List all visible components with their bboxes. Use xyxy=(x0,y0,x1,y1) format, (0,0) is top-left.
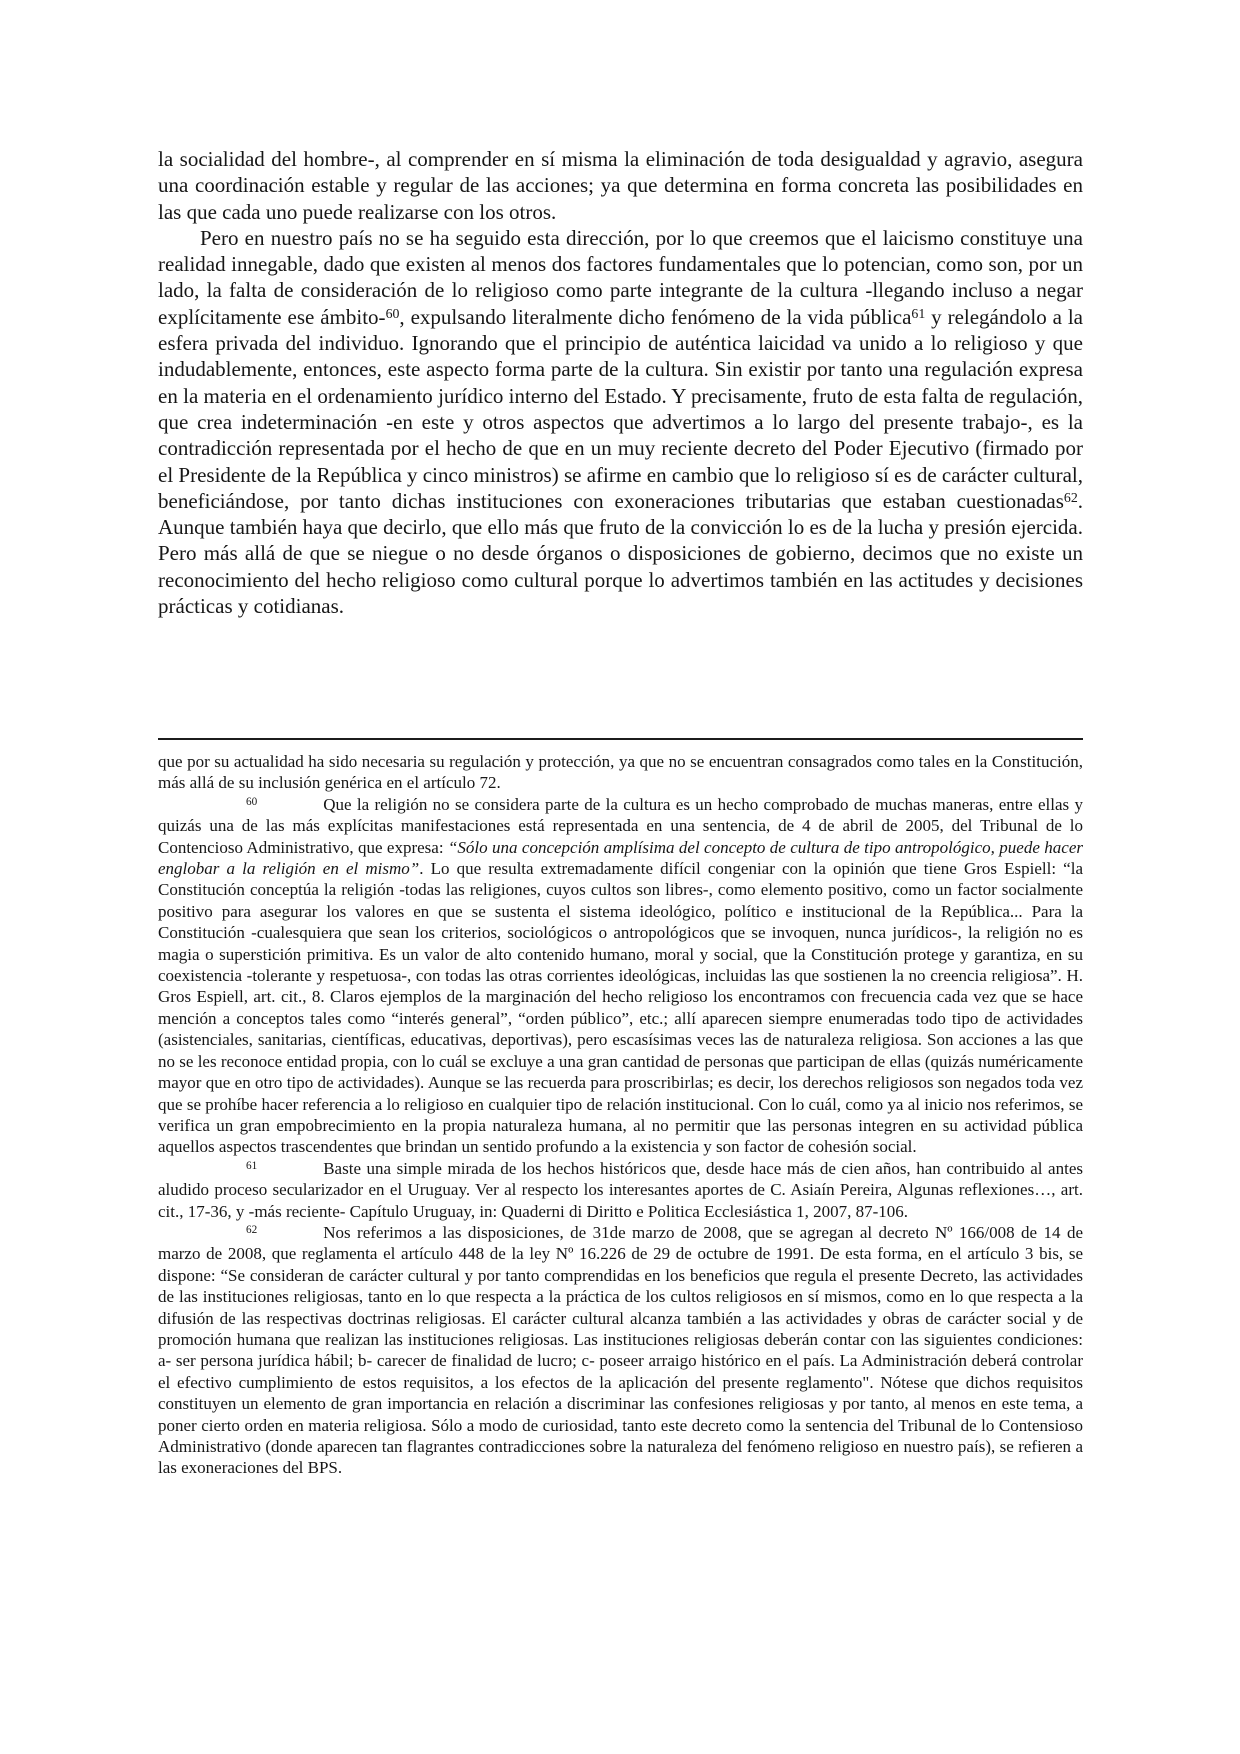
footnote-marker-62: 62 xyxy=(246,1223,258,1236)
text-run: Pero en nuestro país no se ha seguido esta dirección, por lo que creemos que el laicismo constituye una realidad innegable, dado que existen al menos dos factores fundamentales que lo potencian, como son, por un lado, la falta de consideración de lo religioso como parte integrante de la cultura -llegando incluso a negar explícitamente ese ámbito- xyxy=(158,225,1083,329)
footnotes-block xyxy=(158,751,1083,1479)
body-paragraph-2 xyxy=(158,225,1083,619)
footnote-reference-61: 61 xyxy=(911,305,926,321)
footnote-reference-62: 62 xyxy=(1063,489,1078,505)
text-run: , expulsando literalmente dicho fenómeno de la vida pública xyxy=(399,304,912,329)
footnote-indent-spacer xyxy=(158,1237,246,1238)
main-text-block xyxy=(158,146,1083,619)
footnote-61 xyxy=(158,1158,1083,1222)
footnote-indent-spacer xyxy=(158,809,246,810)
body-paragraph-1 xyxy=(158,146,1083,225)
text-run: Que la religión no se considera parte de la cultura es un hecho comprobado de muchas maneras, entre ellas y quizás una de las más explícitas manifestaciones está representada en una sentencia, de 4 de abril de 2005, del Tribunal de lo Contencioso Administrativo, que expresa: xyxy=(158,794,1083,857)
footnote-reference-60: 60 xyxy=(385,305,400,321)
text-run: que por su actualidad ha sido necesaria su regulación y protección, ya que no se encuentran consagrados como tales en la Constitución, más allá de su inclusión genérica en el artículo 72. xyxy=(158,752,1083,793)
footnote-separator-rule xyxy=(158,738,1083,740)
footnote-tab-spacer xyxy=(257,809,323,810)
footnote-marker-60: 60 xyxy=(246,795,258,808)
footnote-indent-spacer xyxy=(158,1173,246,1174)
footnote-tab-spacer xyxy=(257,1237,323,1238)
text-run: . Aunque también haya que decirlo, que ello más que fruto de la convicción lo es de la lucha y presión ejercida. Pero más allá de que se niegue o no desde órganos o disposiciones de gobierno, decimos que no existe un reconocimiento del hecho religioso como cultural porque lo advertimos también en las actitudes y decisiones prácticas y cotidianas. xyxy=(158,488,1083,619)
footnote-marker-61: 61 xyxy=(246,1159,258,1172)
text-run: . Lo que resulta extremadamente difícil congeniar con la opinión que tiene Gros Espiell: “la Constitución conceptúa la religión -todas las religiones, cuyos cultos son libres-, como elemento positivo, como un factor socialmente positivo para asegurar los valores en que se sustenta el sistema ideológico, político e institucional de la República... Para la Constitución -cualesquiera que sean los criterios, sociológicos o antropológicos que se invoquen, nunca jurídicos-, la religión no es magia o superstición primitiva. Es un valor de alto contenido humano, moral y social, que la Constitución protege y garantiza, en su coexistencia -tolerante y respetuosa-, con todas las otras corrientes ideológicas, incluidas las que sostienen la no creencia religiosa”. H. Gros Espiell, art. cit., 8. Claros ejemplos de la marginación del hecho religioso los encontramos con frecuencia cada vez que se hace mención a conceptos tales como “interés general”, “orden público”, etc.; allí aparecen siempre enumeradas todo tipo de actividades (asistenciales, sanitarias, científicas, educativas, deportivas), pero escasísimas veces las de naturaleza religiosa. Son acciones a las que no se les reconoce entidad propia, con lo cuál se excluye a una gran cantidad de personas que participan de ellas (quizás numéricamente mayor que en otro tipo de actividades). Aunque se las recuerda para proscribirlas; es decir, los derechos religiosos son negados toda vez que se prohíbe hacer referencia a lo religioso en cualquier tipo de relación institucional. Con lo cuál, como ya al inicio nos referimos, se verifica un gran empobrecimiento en la propia naturaleza humana, al no permitir que las personas integren en su actividad pública aquellos aspectos trascendentes que brindan un sentido profundo a la existencia y son factor de cohesión social. xyxy=(158,859,1083,1157)
text-run: y relegándolo a la esfera privada del individuo. Ignorando que el principio de auténtica laicidad va unido a lo religioso y que indudablemente, entonces, este aspecto forma parte de la cultura. Sin existir por tanto una regulación expresa en la materia en el ordenamiento jurídico interno del Estado. Y precisamente, fruto de esta falta de regulación, que crea indeterminación -en este y otros aspectos que advertimos a lo largo del presente trabajo-, es la contradicción representada por el hecho de que en un muy reciente decreto del Poder Ejecutivo (firmado por el Presidente de la República y cinco ministros) se afirme en cambio que lo religioso sí es de carácter cultural, beneficiándose, por tanto dichas instituciones con exoneraciones tributarias que estaban cuestionadas xyxy=(158,304,1084,513)
text-run: la socialidad del hombre-, al comprender en sí misma la eliminación de toda desigualdad y agravio, asegura una coordinación estable y regular de las acciones; ya que determina en forma concreta las posibilidades en las que cada uno puede realizarse con los otros. xyxy=(158,147,1083,224)
footnote-60 xyxy=(158,794,1083,1158)
footnote-continuation-paragraph xyxy=(158,751,1083,794)
footnote-62 xyxy=(158,1222,1083,1479)
text-run: Baste una simple mirada de los hechos históricos que, desde hace más de cien años, han contribuido al antes aludido proceso secularizador en el Uruguay. Ver al respecto los interesantes aportes de C. Asiaín Pereira, Algunas reflexiones…, art. cit., 17-36, y -más reciente- Capítulo Uruguay, in: Quaderni di Diritto e Politica Ecclesiástica 1, 2007, 87-106. xyxy=(158,1158,1083,1221)
text-run: Nos referimos a las disposiciones, de 31de marzo de 2008, que se agregan al decreto Nº 166/008 de 14 de marzo de 2008, que reglamenta el artículo 448 de la ley Nº 16.226 de 29 de octubre de 1991. De esta forma, en el artículo 3 bis, se dispone: “Se consideran de carácter cultural y por tanto comprendidas en los beneficios que regula el presente Decreto, las actividades de las instituciones religiosas, tanto en lo que respecta a la práctica de los cultos religiosos en sí mismos, como en lo que respecta a la difusión de las respectivas doctrinas religiosas. El carácter cultural alcanza también a las actividades y obras de carácter social y de promoción humana que realizan las instituciones religiosas. Las instituciones religiosas deberán contar con las siguientes condiciones: a- ser persona jurídica hábil; b- carecer de finalidad de lucro; c- poseer arraigo histórico en el país. La Administración deberá controlar el efectivo cumplimiento de estos requisitos, a los efectos de la aplicación del presente reglamento". Nótese que dichos requisitos constituyen un elemento de gran importancia en relación a discriminar las confesiones religiosas y por tanto, al menos en este tema, a poner cierto orden en materia religiosa. Sólo a modo de curiosidad, tanto este decreto como la sentencia del Tribunal de lo Contensioso Administrativo (donde aparecen tan flagrantes contradicciones sobre la naturaleza del fenómeno religioso en nuestro país), se refieren a las exoneraciones del BPS. xyxy=(158,1222,1083,1478)
text-run: “Sólo una concepción amplísima del concepto de cultura de tipo antropológico, puede hacer englobar a la religión en el mismo” xyxy=(158,837,1083,879)
footnote-tab-spacer xyxy=(257,1173,323,1174)
